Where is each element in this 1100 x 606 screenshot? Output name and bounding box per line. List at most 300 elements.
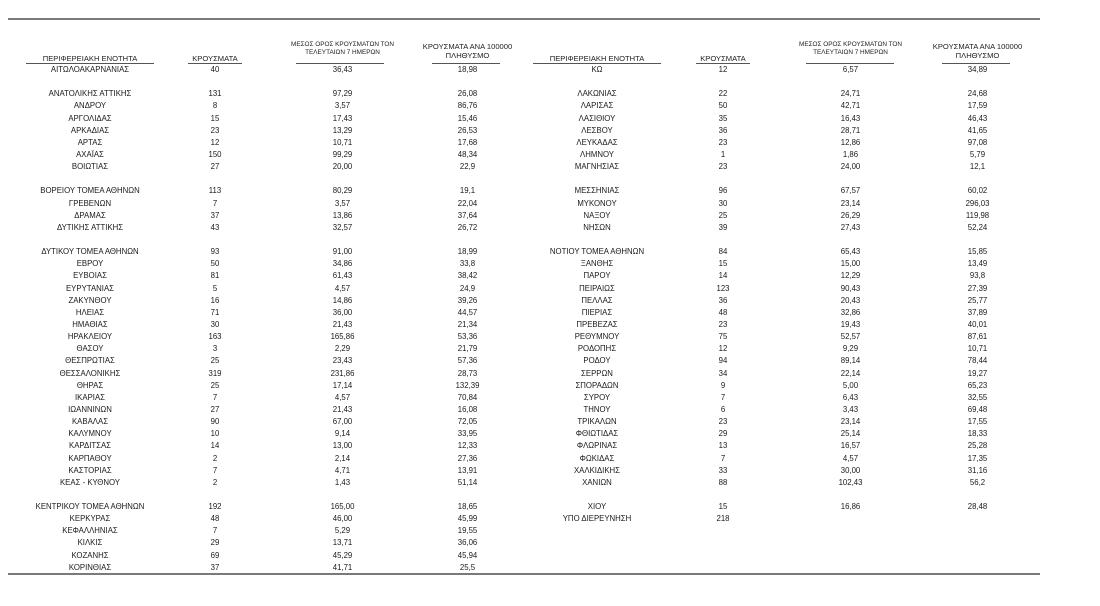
avg-cell: 52,57: [840, 332, 861, 342]
per100k-cell: 26,72: [457, 222, 478, 232]
per100k-cell: 78,44: [967, 356, 988, 366]
cases-cell: 36: [718, 295, 728, 305]
cases-cell: 7: [212, 465, 218, 475]
cases-cell: 96: [718, 186, 728, 196]
avg-cell: [808, 234, 893, 246]
avg-cell: 16,57: [840, 441, 861, 451]
avg-cell: 4,57: [334, 283, 351, 293]
right-cases-header: ΚΡΟΥΣΜΑΤΑ: [700, 54, 746, 63]
region-cell: ΠΕΙΡΑΙΩΣ: [579, 283, 615, 293]
per100k-cell: 17,55: [967, 417, 988, 427]
region-cell: ΚΕΑΣ - ΚΥΘΝΟΥ: [59, 477, 121, 487]
per100k-cell: [425, 76, 510, 88]
per100k-cell: [935, 513, 1020, 525]
avg-cell: 16,43: [840, 113, 861, 123]
per100k-cell: 132,39: [455, 380, 480, 390]
cases-cell: 218: [716, 514, 730, 524]
avg-cell: 34,86: [332, 259, 353, 269]
per100k-cell: 13,49: [967, 259, 988, 269]
cases-cell: 12: [718, 65, 728, 74]
region-cell: [10, 234, 170, 246]
avg-cell: 6,57: [842, 65, 859, 74]
cases-cell: 90: [210, 417, 220, 427]
avg-cell: 24,00: [840, 162, 861, 172]
region-cell: ΘΑΣΟΥ: [76, 344, 104, 354]
region-cell: ΘΕΣΠΡΩΤΙΑΣ: [65, 356, 115, 366]
avg-cell: 99,29: [332, 149, 353, 159]
cases-cell: 48: [718, 307, 728, 317]
cases-cell: 15: [718, 502, 728, 512]
cases-cell: 37: [210, 210, 220, 220]
avg-cell: 23,14: [840, 198, 861, 208]
per100k-cell: [935, 234, 1020, 246]
per100k-cell: [935, 76, 1020, 88]
region-cell: ΚΩ: [591, 65, 603, 74]
per100k-cell: 40,01: [967, 319, 988, 329]
cases-cell: [688, 173, 758, 185]
region-cell: ΖΑΚΥΝΘΟΥ: [68, 295, 112, 305]
avg-cell: 32,57: [332, 222, 353, 232]
region-cell: ΓΡΕΒΕΝΩΝ: [68, 198, 112, 208]
per100k-cell: [425, 489, 510, 501]
cases-cell: 5: [212, 283, 218, 293]
cases-cell: 88: [718, 477, 728, 487]
per100k-cell: 44,57: [457, 307, 478, 317]
cases-cell: 23: [718, 417, 728, 427]
avg-cell: 3,57: [334, 101, 351, 111]
top-rule: [8, 18, 1040, 20]
region-cell: ΔΥΤΙΚΗΣ ΑΤΤΙΚΗΣ: [56, 222, 124, 232]
cases-cell: 23: [718, 319, 728, 329]
cases-cell: 30: [718, 198, 728, 208]
avg-cell: 23,14: [840, 417, 861, 427]
per100k-cell: 18,65: [457, 502, 478, 512]
per100k-cell: 37,89: [967, 307, 988, 317]
per100k-cell: 37,64: [457, 210, 478, 220]
left-per100k-header: [405, 42, 530, 60]
avg-cell: 165,00: [330, 502, 355, 512]
per100k-cell: 33,95: [457, 429, 478, 439]
region-cell: ΕΒΡΟΥ: [76, 259, 104, 269]
avg-cell: 97,29: [332, 89, 353, 99]
cases-cell: 7: [212, 526, 218, 536]
cases-cell: 12: [210, 137, 220, 147]
avg-cell: 1,43: [334, 477, 351, 487]
avg-cell: 2,29: [334, 344, 351, 354]
cases-cell: [180, 173, 250, 185]
per100k-cell: 69,48: [967, 404, 988, 414]
cases-cell: 84: [718, 247, 728, 257]
per100k-cell: 21,79: [457, 344, 478, 354]
avg-cell: [808, 173, 893, 185]
region-cell: [517, 489, 677, 501]
per100k-cell: 41,65: [967, 125, 988, 135]
per100k-cell: 26,08: [457, 89, 478, 99]
avg-cell: 3,57: [334, 198, 351, 208]
cases-cell: 35: [718, 113, 728, 123]
cases-cell: 25: [210, 356, 220, 366]
region-cell: ΞΑΝΘΗΣ: [580, 259, 614, 269]
region-cell: ΚΕΝΤΡΙΚΟΥ ΤΟΜΕΑ ΑΘΗΝΩΝ: [35, 502, 145, 512]
per100k-cell: [935, 173, 1020, 185]
cases-cell: 14: [718, 271, 728, 281]
cases-cell: 69: [210, 550, 220, 560]
cases-cell: 75: [718, 332, 728, 342]
cases-cell: 150: [208, 149, 222, 159]
region-cell: [517, 76, 677, 88]
cases-cell: 16: [210, 295, 220, 305]
region-cell: ΜΑΓΝΗΣΙΑΣ: [574, 162, 620, 172]
per100k-cell: 27,39: [967, 283, 988, 293]
avg-cell: 27,43: [840, 222, 861, 232]
region-cell: ΛΑΚΩΝΙΑΣ: [577, 89, 617, 99]
avg-cell: 42,71: [840, 101, 861, 111]
region-cell: ΦΘΙΩΤΙΔΑΣ: [575, 429, 619, 439]
region-cell: ΗΜΑΘΙΑΣ: [72, 319, 108, 329]
cases-cell: [180, 234, 250, 246]
cases-cell: 8: [212, 101, 218, 111]
region-cell: ΝΟΤΙΟΥ ΤΟΜΕΑ ΑΘΗΝΩΝ: [549, 247, 645, 257]
region-cell: ΤΗΝΟΥ: [583, 404, 611, 414]
per100k-cell: 57,36: [457, 356, 478, 366]
left-cases-column: [180, 64, 250, 574]
left-region-header: ΠΕΡΙΦΕΡΕΙΑΚΗ ΕΝΟΤΗΤΑ: [42, 54, 138, 63]
per100k-cell: 56,2: [969, 477, 986, 487]
per100k-cell: 119,98: [965, 210, 990, 220]
cases-cell: 10: [210, 429, 220, 439]
region-cell: ΡΟΔΟΥ: [583, 356, 611, 366]
region-cell: ΡΕΘΥΜΝΟΥ: [574, 332, 620, 342]
region-cell: [10, 76, 170, 88]
avg-cell: 4,57: [334, 392, 351, 402]
right-cases-column: [688, 64, 758, 525]
per100k-cell: 22,9: [459, 162, 476, 172]
avg-cell: 4,57: [842, 453, 859, 463]
avg-cell: 91,00: [332, 247, 353, 257]
left-avg-header-line1: ΜΕΣΟΣ ΟΡΟΣ ΚΡΟΥΣΜΑΤΩΝ ΤΟΝ: [291, 41, 394, 48]
per100k-cell: 28,73: [457, 368, 478, 378]
avg-cell: 23,43: [332, 356, 353, 366]
cases-cell: 15: [210, 113, 220, 123]
cases-cell: [688, 76, 758, 88]
avg-cell: 5,00: [842, 380, 859, 390]
per100k-cell: 31,16: [967, 465, 988, 475]
cases-cell: 9: [720, 380, 726, 390]
left-avg-header: [270, 41, 415, 57]
region-cell: ΜΥΚΟΝΟΥ: [577, 198, 617, 208]
region-cell: [10, 173, 170, 185]
cases-cell: 12: [718, 344, 728, 354]
region-cell: ΚΕΡΚΥΡΑΣ: [69, 514, 111, 524]
per100k-cell: 17,68: [457, 137, 478, 147]
per100k-cell: 16,08: [457, 404, 478, 414]
right-region-header: ΠΕΡΙΦΕΡΕΙΑΚΗ ΕΝΟΤΗΤΑ: [549, 54, 645, 63]
per100k-cell: 38,42: [457, 271, 478, 281]
avg-cell: 4,71: [334, 465, 351, 475]
avg-cell: 102,43: [838, 477, 863, 487]
avg-cell: 30,00: [840, 465, 861, 475]
avg-cell: 5,29: [334, 526, 351, 536]
per100k-cell: 19,55: [457, 526, 478, 536]
left-cases-header: ΚΡΟΥΣΜΑΤΑ: [192, 54, 238, 63]
left-per100k-header-line2: ΠΛΗΘΥΣΜΟ: [445, 51, 490, 60]
cases-cell: [688, 489, 758, 501]
avg-cell: 22,14: [840, 368, 861, 378]
avg-cell: 19,43: [840, 319, 861, 329]
per100k-cell: 72,05: [457, 417, 478, 427]
cases-cell: 37: [210, 562, 220, 572]
region-cell: ΜΕΣΣΗΝΙΑΣ: [574, 186, 620, 196]
per100k-cell: 32,55: [967, 392, 988, 402]
region-cell: ΠΡΕΒΕΖΑΣ: [576, 319, 618, 329]
cases-cell: 319: [208, 368, 222, 378]
per100k-cell: 26,53: [457, 125, 478, 135]
per100k-cell: 18,99: [457, 247, 478, 257]
cases-cell: 71: [210, 307, 220, 317]
region-cell: ΧΙΟΥ: [587, 502, 607, 512]
avg-cell: 21,43: [332, 404, 353, 414]
avg-cell: 13,86: [332, 210, 353, 220]
cases-cell: 34: [718, 368, 728, 378]
region-cell: ΑΧΑΪΑΣ: [76, 149, 104, 159]
region-cell: ΗΛΕΙΑΣ: [75, 307, 105, 317]
cases-cell: 192: [208, 502, 222, 512]
right-avg-header-line2: ΤΕΛΕΥΤΑΙΩΝ 7 ΗΜΕΡΩΝ: [813, 49, 888, 56]
avg-cell: 41,71: [332, 562, 353, 572]
right-per100k-header: [915, 42, 1040, 60]
region-cell: ΙΚΑΡΙΑΣ: [75, 392, 105, 402]
avg-cell: 13,29: [332, 125, 353, 135]
avg-cell: 65,43: [840, 247, 861, 257]
region-cell: ΣΥΡΟΥ: [583, 392, 611, 402]
cases-cell: 33: [718, 465, 728, 475]
avg-cell: 165,86: [330, 332, 355, 342]
per100k-cell: 45,94: [457, 550, 478, 560]
per100k-cell: 19,27: [967, 368, 988, 378]
avg-cell: 90,43: [840, 283, 861, 293]
per100k-cell: 25,28: [967, 441, 988, 451]
region-cell: [10, 489, 170, 501]
region-cell: ΑΡΓΟΛΙΔΑΣ: [68, 113, 112, 123]
cases-cell: 29: [718, 429, 728, 439]
per100k-cell: 25,77: [967, 295, 988, 305]
region-cell: ΣΕΡΡΩΝ: [581, 368, 613, 378]
per100k-cell: 86,76: [457, 101, 478, 111]
cases-cell: 36: [718, 125, 728, 135]
per100k-cell: 36,06: [457, 538, 478, 548]
avg-cell: 24,71: [840, 89, 861, 99]
region-cell: ΑΝΑΤΟΛΙΚΗΣ ΑΤΤΙΚΗΣ: [48, 89, 132, 99]
per100k-cell: 97,08: [967, 137, 988, 147]
region-cell: ΠΙΕΡΙΑΣ: [581, 307, 613, 317]
per100k-cell: 5,79: [969, 149, 986, 159]
cases-cell: 2: [212, 453, 218, 463]
per100k-cell: 13,91: [457, 465, 478, 475]
region-cell: ΚΙΛΚΙΣ: [77, 538, 103, 548]
region-cell: ΒΟΙΩΤΙΑΣ: [71, 162, 109, 172]
per100k-cell: 22,04: [457, 198, 478, 208]
avg-cell: 17,14: [332, 380, 353, 390]
avg-cell: 3,43: [842, 404, 859, 414]
avg-cell: 13,00: [332, 441, 353, 451]
per100k-cell: 65,23: [967, 380, 988, 390]
cases-cell: 7: [212, 392, 218, 402]
cases-cell: [180, 76, 250, 88]
per100k-cell: 48,34: [457, 149, 478, 159]
region-cell: [517, 234, 677, 246]
avg-cell: 25,14: [840, 429, 861, 439]
cases-cell: 27: [210, 162, 220, 172]
avg-cell: 9,29: [842, 344, 859, 354]
avg-cell: 15,00: [840, 259, 861, 269]
cases-cell: 93: [210, 247, 220, 257]
avg-cell: 67,57: [840, 186, 861, 196]
per100k-cell: 24,68: [967, 89, 988, 99]
cases-cell: 2: [212, 477, 218, 487]
per100k-cell: 52,24: [967, 222, 988, 232]
region-cell: ΛΑΣΙΘΙΟΥ: [578, 113, 616, 123]
region-cell: ΝΑΞΟΥ: [583, 210, 611, 220]
cases-cell: [688, 234, 758, 246]
avg-cell: 13,71: [332, 538, 353, 548]
cases-cell: 3: [212, 344, 218, 354]
cases-cell: 7: [212, 198, 218, 208]
region-cell: ΧΑΝΙΩΝ: [582, 477, 612, 487]
avg-cell: 6,43: [842, 392, 859, 402]
right-avg-header: [778, 41, 923, 57]
left-per100k-header-line1: ΚΡΟΥΣΜΑΤΑ ΑΝΑ 100000: [422, 42, 513, 51]
per100k-cell: 27,36: [457, 453, 478, 463]
avg-cell: 21,43: [332, 319, 353, 329]
region-cell: ΑΡΤΑΣ: [77, 137, 103, 147]
per100k-cell: 45,99: [457, 514, 478, 524]
region-cell: ΕΥΒΟΙΑΣ: [73, 271, 107, 281]
cases-cell: 123: [716, 283, 730, 293]
region-cell: ΒΟΡΕΙΟΥ ΤΟΜΕΑ ΑΘΗΝΩΝ: [40, 186, 140, 196]
per100k-cell: 46,43: [967, 113, 988, 123]
cases-cell: 30: [210, 319, 220, 329]
avg-cell: 36,43: [332, 65, 353, 74]
cases-cell: 50: [718, 101, 728, 111]
region-cell: ΔΡΑΜΑΣ: [74, 210, 106, 220]
cases-cell: 163: [208, 332, 222, 342]
per100k-cell: 19,1: [459, 186, 476, 196]
avg-cell: [808, 489, 893, 501]
avg-cell: 80,29: [332, 186, 353, 196]
per100k-cell: 17,35: [967, 453, 988, 463]
right-region-column: [517, 64, 677, 525]
avg-cell: [808, 76, 893, 88]
region-cell: ΚΟΡΙΝΘΙΑΣ: [68, 562, 112, 572]
region-cell: ΑΝΔΡΟΥ: [73, 101, 107, 111]
region-cell: ΔΥΤΙΚΟΥ ΤΟΜΕΑ ΑΘΗΝΩΝ: [41, 247, 139, 257]
avg-cell: [300, 489, 385, 501]
per100k-cell: [425, 173, 510, 185]
cases-cell: 29: [210, 538, 220, 548]
cases-cell: 27: [210, 404, 220, 414]
per100k-cell: 12,33: [457, 441, 478, 451]
cases-cell: 25: [210, 380, 220, 390]
avg-cell: 9,14: [334, 429, 351, 439]
avg-cell: 1,86: [842, 149, 859, 159]
region-cell: ΛΗΜΝΟΥ: [580, 149, 614, 159]
cases-cell: 14: [210, 441, 220, 451]
avg-cell: 20,43: [840, 295, 861, 305]
cases-cell: 1: [720, 149, 726, 159]
per100k-cell: 70,84: [457, 392, 478, 402]
avg-cell: 26,29: [840, 210, 861, 220]
region-cell: ΠΑΡΟΥ: [583, 271, 611, 281]
bottom-rule: [8, 573, 1040, 575]
avg-cell: 10,71: [332, 137, 353, 147]
region-cell: ΛΕΣΒΟΥ: [581, 125, 613, 135]
avg-cell: 17,43: [332, 113, 353, 123]
per100k-cell: 60,02: [967, 186, 988, 196]
cases-cell: 7: [720, 392, 726, 402]
avg-cell: 2,14: [334, 453, 351, 463]
per100k-cell: 15,46: [457, 113, 478, 123]
avg-cell: 67,00: [332, 417, 353, 427]
avg-cell: 231,86: [330, 368, 355, 378]
per100k-cell: 87,61: [967, 332, 988, 342]
region-cell: ΑΡΚΑΔΙΑΣ: [70, 125, 110, 135]
per100k-cell: 33,8: [459, 259, 476, 269]
right-per100k-header-line2: ΠΛΗΘΥΣΜΟ: [955, 51, 1000, 60]
per100k-cell: [935, 489, 1020, 501]
right-avg-header-line1: ΜΕΣΟΣ ΟΡΟΣ ΚΡΟΥΣΜΑΤΩΝ ΤΟΝ: [799, 41, 902, 48]
region-cell: ΙΩΑΝΝΙΝΩΝ: [68, 404, 112, 414]
region-cell: ΡΟΔΟΠΗΣ: [577, 344, 617, 354]
left-avg-column: [300, 64, 385, 574]
per100k-cell: 17,59: [967, 101, 988, 111]
region-cell: ΥΠΟ ΔΙΕΡΕΥΝΗΣΗ: [562, 514, 632, 524]
avg-cell: 45,29: [332, 550, 353, 560]
right-per100k-header-line1: ΚΡΟΥΣΜΑΤΑ ΑΝΑ 100000: [932, 42, 1023, 51]
per100k-cell: 12,1: [969, 162, 986, 172]
per100k-cell: 34,89: [967, 65, 988, 74]
cases-cell: 15: [718, 259, 728, 269]
cases-cell: 50: [210, 259, 220, 269]
cases-cell: 43: [210, 222, 220, 232]
region-cell: ΘΗΡΑΣ: [76, 380, 104, 390]
region-cell: ΤΡΙΚΑΛΩΝ: [577, 417, 617, 427]
avg-cell: 89,14: [840, 356, 861, 366]
cases-cell: 40: [210, 65, 220, 74]
per100k-cell: 296,03: [965, 198, 990, 208]
per100k-cell: 51,14: [457, 477, 478, 487]
avg-cell: 28,71: [840, 125, 861, 135]
region-cell: ΚΟΖΑΝΗΣ: [71, 550, 109, 560]
avg-cell: 16,86: [840, 502, 861, 512]
avg-cell: [300, 76, 385, 88]
avg-cell: [808, 513, 893, 525]
region-cell: ΗΡΑΚΛΕΙΟΥ: [67, 332, 113, 342]
per100k-cell: [425, 234, 510, 246]
avg-cell: 46,00: [332, 514, 353, 524]
per100k-cell: 24,9: [459, 283, 476, 293]
region-cell: ΝΗΣΩΝ: [583, 222, 611, 232]
cases-cell: 131: [208, 89, 222, 99]
left-region-column: [10, 64, 170, 574]
region-cell: ΧΑΛΚΙΔΙΚΗΣ: [573, 465, 620, 475]
region-cell: ΦΛΩΡΙΝΑΣ: [576, 441, 618, 451]
region-cell: ΛΑΡΙΣΑΣ: [580, 101, 614, 111]
avg-cell: 61,43: [332, 271, 353, 281]
cases-cell: [180, 489, 250, 501]
cases-cell: 13: [718, 441, 728, 451]
avg-cell: 32,86: [840, 307, 861, 317]
region-cell: ΚΑΡΠΑΘΟΥ: [68, 453, 112, 463]
